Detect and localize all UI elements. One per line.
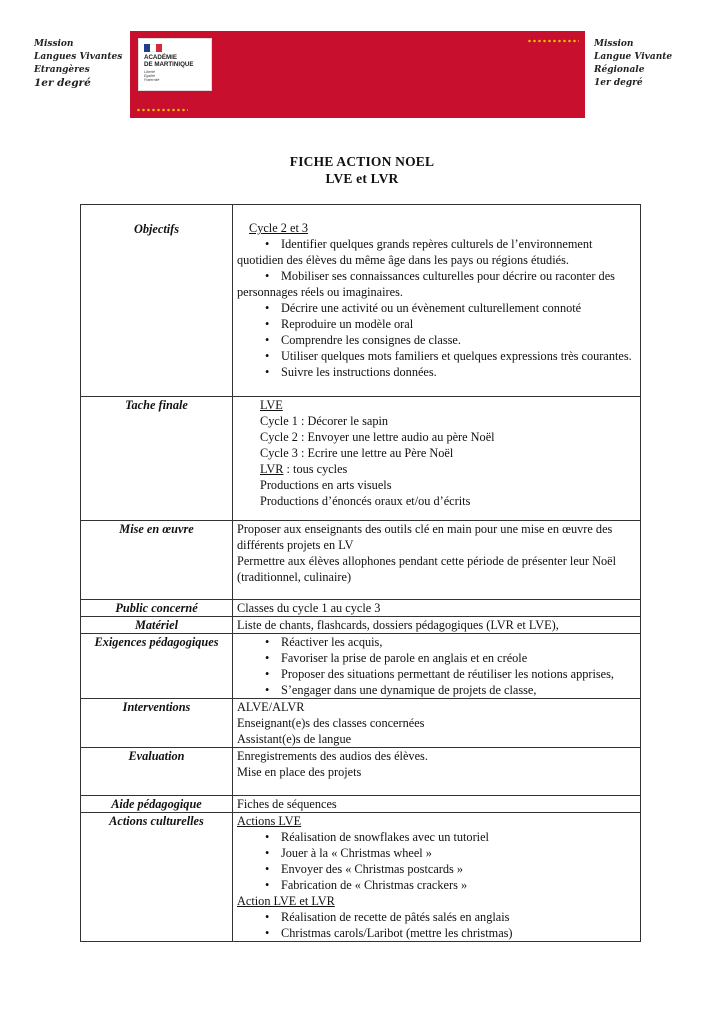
row-label-evaluation: Evaluation (81, 748, 233, 796)
list-item: • Réalisation de recette de pâtés salés en anglais (237, 909, 636, 925)
french-flag-icon (144, 44, 162, 52)
tache-line: Cycle 1 : Décorer le sapin (260, 414, 389, 428)
list-item: • Utiliser quelques mots familiers et quelques expressions très courantes. (237, 348, 636, 364)
list-item: • Réalisation de snowflakes avec un tutoriel (237, 829, 636, 845)
list-item: • Décrire une activité ou un évènement culturellement connoté (237, 300, 636, 316)
intervention-line: ALVE/ALVR (237, 700, 305, 714)
document-title: FICHE ACTION NOEL (289, 154, 435, 169)
list-item: • Mobiliser ses connaissances culturelles pour décrire ou raconter des personnages réels ou imaginaires. (237, 268, 636, 300)
right-note-line: Régionale (594, 65, 645, 75)
actions-mixed-heading: Action LVE et LVR (237, 894, 335, 908)
right-mission-note (594, 38, 694, 90)
row-label-public: Public concerné (81, 600, 233, 617)
list-item: • Reproduire un modèle oral (237, 316, 636, 332)
list-item: • Suivre les instructions données. (237, 364, 636, 380)
aide-content: Fiches de séquences (233, 796, 641, 813)
document-subtitle: LVE et LVR (325, 171, 399, 186)
exigences-list (237, 634, 636, 698)
action-sheet-table (80, 204, 641, 942)
lve-heading: LVE (260, 398, 283, 412)
intervention-line: Enseignant(e)s des classes concernées (237, 716, 425, 730)
logo-motto-line: Fraternité (144, 78, 160, 83)
left-note-line: Etrangères (34, 65, 90, 75)
logo-title-line: DE MARTINIQUE (144, 61, 194, 68)
table-row-evaluation (81, 748, 641, 796)
actions-lve-heading: Actions LVE (237, 814, 302, 828)
paragraph: Proposer aux enseignants des outils clé en main pour une mise en œuvre des différents projets en LV (237, 522, 613, 552)
list-item: • Christmas carols/Laribot (mettre les christmas) (237, 925, 636, 941)
list-item: • Envoyer des « Christmas postcards » (237, 861, 636, 877)
tache-line: Cycle 3 : Ecrire une lettre au Père Noël (260, 446, 454, 460)
table-row-materiel (81, 617, 641, 634)
table-row-public (81, 600, 641, 617)
logo-motto-line: Égalité (144, 74, 155, 79)
lvr-line (260, 461, 636, 477)
list-item: • S’engager dans une dynamique de projets de classe, (237, 682, 636, 698)
cycle-heading: Cycle 2 et 3 (249, 221, 309, 235)
row-label-objectifs: Objectifs (81, 205, 233, 397)
tache-line: Cycle 2 : Envoyer une lettre audio au père Noël (260, 430, 495, 444)
list-item: • Comprendre les consignes de classe. (237, 332, 636, 348)
lvr-heading: LVR (260, 462, 284, 476)
right-note-line: 1er degré (594, 78, 643, 88)
evaluation-content (233, 748, 641, 796)
list-item: • Proposer des situations permettant de réutiliser les notions apprises, (237, 666, 636, 682)
left-note-line: Mission (34, 39, 74, 49)
paragraph: Permettre aux élèves allophones pendant cette période de présenter leur Noël (traditionnel, culinaire) (237, 554, 616, 584)
list-item: • Identifier quelques grands repères culturels de l’environnement quotidien des élèves du même âge dans les pays ou régions étudiés. (237, 236, 636, 268)
list-item: • Favoriser la prise de parole en anglais et en créole (237, 650, 636, 666)
left-note-line: Langues Vivantes (34, 52, 123, 62)
logo-motto-line: Liberté (144, 70, 155, 74)
table-row-interventions (81, 699, 641, 748)
table-row-aide (81, 796, 641, 813)
tache-line: Productions d’énoncés oraux et/ou d’écrits (260, 494, 471, 508)
right-note-line: Langue Vivante (594, 52, 673, 62)
row-label-materiel: Matériel (81, 617, 233, 634)
evaluation-line: Mise en place des projets (237, 765, 362, 779)
actions-mixed-list (237, 909, 636, 941)
logo-title (144, 54, 194, 68)
tache-line: Productions en arts visuels (260, 478, 392, 492)
objectifs-content (233, 205, 641, 397)
table-row-tache-finale (81, 397, 641, 521)
exigences-content (233, 634, 641, 699)
table-row-mise-en-oeuvre (81, 521, 641, 600)
interventions-content (233, 699, 641, 748)
list-item: • Jouer à la « Christmas wheel » (237, 845, 636, 861)
list-item: • Fabrication de « Christmas crackers » (237, 877, 636, 893)
row-label-aide: Aide pédagogique (81, 796, 233, 813)
left-mission-note (34, 38, 124, 90)
lvr-suffix: : tous cycles (283, 462, 348, 476)
mise-en-oeuvre-content (233, 521, 641, 600)
tache-finale-content (233, 397, 641, 521)
table-row-exigences (81, 634, 641, 699)
objectifs-list (237, 236, 636, 380)
row-label-exigences: Exigences pédagogiques (81, 634, 233, 699)
right-note-line: Mission (594, 39, 634, 49)
row-label-interventions: Interventions (81, 699, 233, 748)
list-item: • Réactiver les acquis, (237, 634, 636, 650)
logo-motto (144, 70, 159, 83)
actions-content (233, 813, 641, 942)
table-row-actions (81, 813, 641, 942)
intervention-line: Assistant(e)s de langue (237, 732, 352, 746)
row-label-mise-en-oeuvre: Mise en œuvre (81, 521, 233, 600)
actions-lve-list (237, 829, 636, 893)
public-content: Classes du cycle 1 au cycle 3 (233, 600, 641, 617)
decorative-dots (136, 108, 188, 112)
logo-title-line: ACADÉMIE (144, 54, 178, 61)
row-label-actions: Actions culturelles (81, 813, 233, 942)
academie-logo (138, 38, 212, 91)
table-row-objectifs (81, 205, 641, 397)
row-label-tache-finale: Tache finale (81, 397, 233, 521)
evaluation-line: Enregistrements des audios des élèves. (237, 749, 428, 763)
decorative-dots (527, 39, 579, 43)
left-note-line: 1er degré (34, 77, 91, 89)
materiel-content: Liste de chants, flashcards, dossiers pédagogiques (LVR et LVE), (233, 617, 641, 634)
